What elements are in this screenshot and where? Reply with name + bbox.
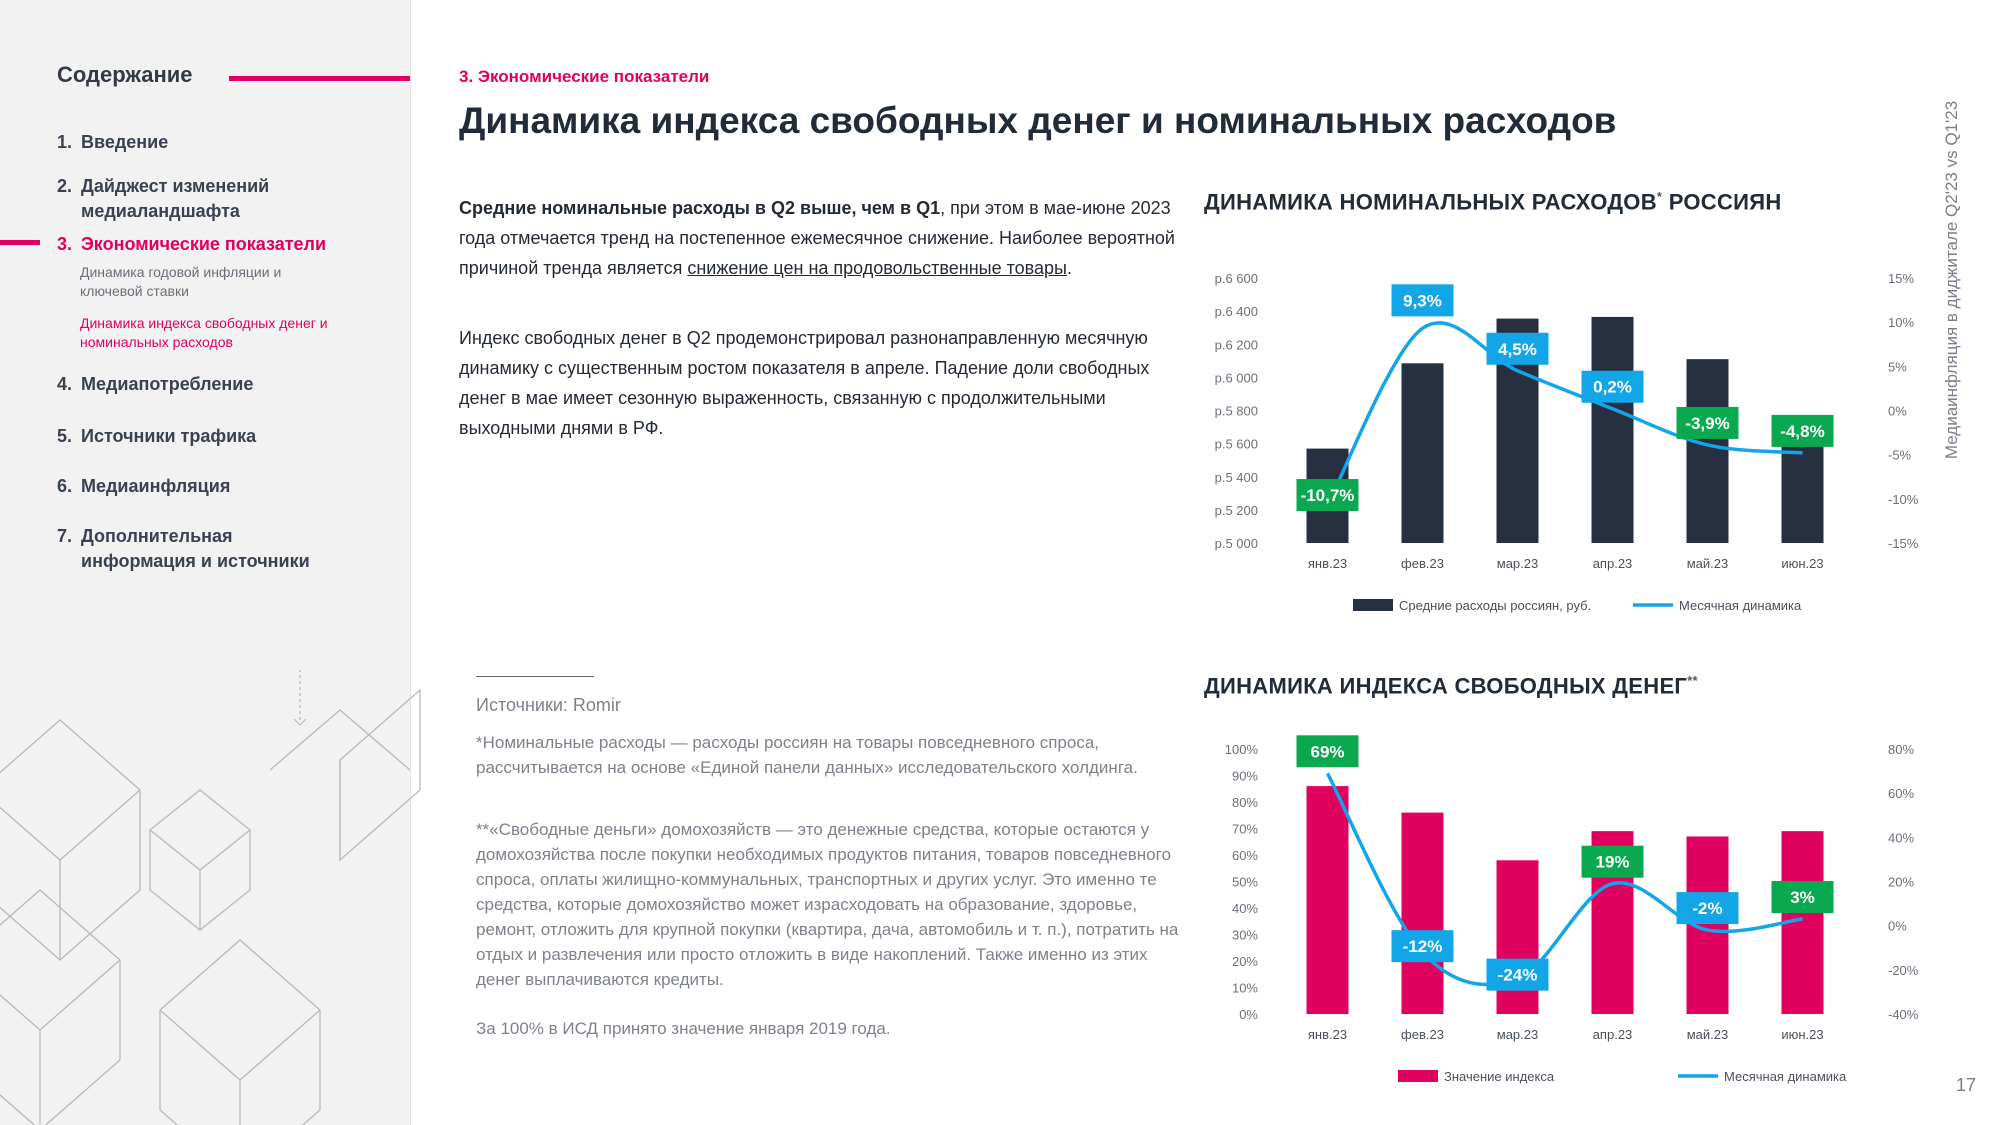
y-left-tick-label: 60%	[1231, 848, 1258, 863]
sources-text: Источники: Romir	[476, 695, 621, 715]
body-paragraph-1	[459, 193, 1179, 283]
footnote-3: За 100% в ИСД принято значение января 2019 года.	[476, 1019, 891, 1038]
chart2-title-text: ДИНАМИКА ИНДЕКСА СВОБОДНЫХ ДЕНЕГ	[1204, 673, 1688, 699]
toc-item-number: 2.	[57, 176, 73, 196]
toc-item-1[interactable]	[57, 130, 168, 155]
toc-item-number: 4.	[57, 374, 73, 394]
x-tick-label: июн.23	[1781, 1027, 1824, 1042]
y-right-tick-label: 60%	[1888, 786, 1915, 802]
y-left-tick-label: 40%	[1231, 901, 1258, 916]
y-left-tick-label: р.5 000	[1214, 536, 1258, 551]
y-left-tick-label: 30%	[1231, 927, 1258, 943]
x-tick-label: июн.23	[1781, 556, 1824, 571]
y-right-tick-label: -20%	[1888, 962, 1919, 978]
body-p1-bold: Средние номинальные расходы в Q2 выше, чем в Q1	[459, 198, 941, 218]
x-tick-label: мар.23	[1496, 556, 1539, 571]
toc-item-7[interactable]	[57, 524, 331, 574]
y-left-tick-label: р.6 400	[1214, 304, 1258, 320]
toc-item-5[interactable]	[57, 424, 256, 449]
legend-line-label: Месячная динамика	[1679, 598, 1802, 613]
chart1-title-suffix: РОССИЯН	[1668, 189, 1782, 215]
bar	[1782, 432, 1824, 543]
y-left-tick-label: р.5 400	[1214, 469, 1258, 485]
data-label: 3%	[1790, 888, 1815, 908]
y-right-tick-label: 15%	[1888, 271, 1915, 286]
bar	[1497, 860, 1539, 1014]
y-left-tick-label: 90%	[1231, 768, 1258, 784]
data-label: 0,2%	[1593, 377, 1632, 397]
data-label: 4,5%	[1498, 339, 1537, 359]
y-right-tick-label: 0%	[1888, 403, 1907, 419]
toc-item-label: Медиапотребление	[81, 374, 254, 394]
x-tick-label: мар.23	[1496, 1027, 1539, 1042]
toc-item-number: 7.	[57, 526, 73, 546]
body-p1-text: , при этом в мае-июне 2023 года отмечается тренд на постепенное ежемесячное снижение. Наиболее вероятной причиной тренда является	[459, 198, 1175, 278]
bar	[1592, 317, 1634, 543]
toc-item-label: Дополнительная информация и источники	[81, 526, 310, 571]
y-right-tick-label: -10%	[1888, 491, 1919, 507]
x-tick-label: май.23	[1686, 1027, 1729, 1042]
section-label: 3. Экономические показатели	[459, 67, 710, 86]
toc-title-rule	[229, 76, 410, 81]
y-left-tick-label: р.6 000	[1214, 370, 1258, 386]
toc-item-4[interactable]	[57, 372, 253, 397]
chart-free-money-index	[1190, 720, 1919, 1090]
page-number: 17	[1956, 1075, 1977, 1095]
data-label: -24%	[1497, 965, 1538, 985]
toc-active-marker	[0, 240, 40, 245]
body-p1-end: .	[1066, 258, 1072, 278]
toc-subitem-inflation[interactable]: Динамика годовой инфляции и ключевой ставки	[80, 264, 282, 299]
toc-item-label: Экономические показатели	[81, 234, 327, 254]
x-tick-label: фев.23	[1401, 556, 1444, 571]
y-left-tick-label: 0%	[1239, 1007, 1258, 1022]
chart2-title	[1204, 673, 1698, 699]
y-right-tick-label: 80%	[1888, 742, 1915, 757]
y-right-tick-label: 5%	[1888, 359, 1907, 375]
toc-item-label: Дайджест изменений медиаландшафта	[81, 176, 270, 221]
chart-nominal-expenses	[1190, 255, 1919, 625]
y-right-tick-label: 20%	[1888, 874, 1915, 890]
x-tick-label: янв.23	[1307, 556, 1348, 571]
toc-item-label: Источники трафика	[81, 426, 257, 446]
toc-item-number: 1.	[57, 132, 73, 152]
data-label: -4,8%	[1780, 421, 1825, 441]
y-left-tick-label: р.5 200	[1214, 502, 1258, 518]
bar	[1402, 363, 1444, 543]
legend-bar-label: Средние расходы россиян, руб.	[1399, 598, 1592, 613]
x-tick-label: май.23	[1686, 556, 1729, 571]
toc-item-2[interactable]	[57, 174, 311, 224]
data-label: -10,7%	[1300, 486, 1355, 506]
page-title: Динамика индекса свободных денег и номинальных расходов	[459, 100, 1617, 141]
data-label: -12%	[1402, 937, 1443, 957]
toc-subitem-free-money[interactable]: Динамика индекса свободных денег и номинальных расходов	[80, 315, 328, 350]
x-tick-label: янв.23	[1307, 1027, 1348, 1042]
bar	[1402, 813, 1444, 1014]
y-left-tick-label: 50%	[1231, 874, 1258, 890]
toc-item-number: 6.	[57, 476, 73, 496]
y-right-tick-label: -40%	[1888, 1007, 1919, 1022]
sources-divider	[476, 676, 594, 677]
y-right-tick-label: 10%	[1888, 315, 1915, 331]
body-paragraph-2: Индекс свободных денег в Q2 продемонстрировал разнонаправленную месячную динамику с существенным ростом показателя в апреле. Падение доли свободных денег в мае имеет сезонную выраженность, связанную с продолжительными выходными днями в РФ.	[459, 328, 1150, 438]
y-left-tick-label: 70%	[1231, 821, 1258, 837]
data-label: 9,3%	[1403, 291, 1442, 311]
y-left-tick-label: 10%	[1231, 980, 1258, 996]
y-left-tick-label: р.5 800	[1214, 403, 1258, 419]
legend-bar-swatch	[1353, 599, 1393, 611]
legend-bar-swatch	[1398, 1070, 1438, 1082]
y-right-tick-label: -5%	[1888, 447, 1912, 463]
y-left-tick-label: 20%	[1231, 954, 1258, 969]
toc-item-label: Введение	[81, 132, 169, 152]
chart1-title-mark: *	[1656, 189, 1663, 204]
toc-item-3[interactable]	[57, 232, 326, 257]
decorative-cubes	[0, 700, 410, 1125]
x-tick-label: апр.23	[1592, 556, 1633, 571]
legend-bar-label: Значение индекса	[1444, 1069, 1555, 1084]
chart2-title-mark: **	[1687, 673, 1698, 688]
bar	[1307, 786, 1349, 1014]
data-label: -2%	[1692, 899, 1723, 919]
y-right-tick-label: -15%	[1888, 536, 1919, 551]
toc-item-number: 3.	[57, 234, 73, 254]
chart1-title-text: ДИНАМИКА НОМИНАЛЬНЫХ РАСХОДОВ	[1204, 189, 1657, 215]
side-section-label: Медиаинфляция в диджитале Q2'23 vs Q1'23	[1942, 100, 1961, 460]
footnote-2: **«Свободные деньги» домохозяйств — это денежные средства, которые остаются у домохозяйства после покупки необходимых продуктов питания, товаров повседневного спроса, оплаты жилищно-коммунальных, транспортных и других услуг. Это именно те средства, которые домохозяйство может израсходовать на образование, здоровье, ремонт, отложить для крупной покупки (квартира, дача, автомобиль и т. п.), потратить на отдых и развлечения или просто отложить в виде накоплений. Также именно из этих денег выплачиваются кредиты.	[476, 820, 1179, 989]
toc-item-label: Медиаинфляция	[81, 476, 231, 496]
toc-item-6[interactable]	[57, 474, 230, 499]
sidebar-toc	[0, 0, 411, 1125]
legend-line-label: Месячная динамика	[1724, 1069, 1847, 1084]
data-label: 69%	[1310, 742, 1345, 762]
y-left-tick-label: р.6 200	[1214, 337, 1258, 353]
data-label: 19%	[1595, 852, 1630, 872]
footnote-1: *Номинальные расходы — расходы россиян на товары повседневного спроса, рассчитывается на основе «Единой панели данных» исследовательского холдинга.	[476, 733, 1138, 777]
data-label: -3,9%	[1685, 413, 1730, 433]
body-p1-link[interactable]: снижение цен на продовольственные товары	[687, 258, 1067, 278]
toc-title: Содержание	[57, 62, 193, 87]
bar	[1687, 359, 1729, 543]
y-left-tick-label: 80%	[1231, 795, 1258, 810]
y-right-tick-label: 0%	[1888, 918, 1907, 934]
chart1-title	[1204, 189, 1782, 215]
y-left-tick-label: р.6 600	[1214, 271, 1258, 286]
x-tick-label: апр.23	[1592, 1027, 1633, 1042]
y-right-tick-label: 40%	[1888, 830, 1915, 846]
x-tick-label: фев.23	[1401, 1027, 1444, 1042]
toc-item-number: 5.	[57, 426, 73, 446]
y-left-tick-label: 100%	[1224, 742, 1258, 757]
y-left-tick-label: р.5 600	[1214, 436, 1258, 452]
